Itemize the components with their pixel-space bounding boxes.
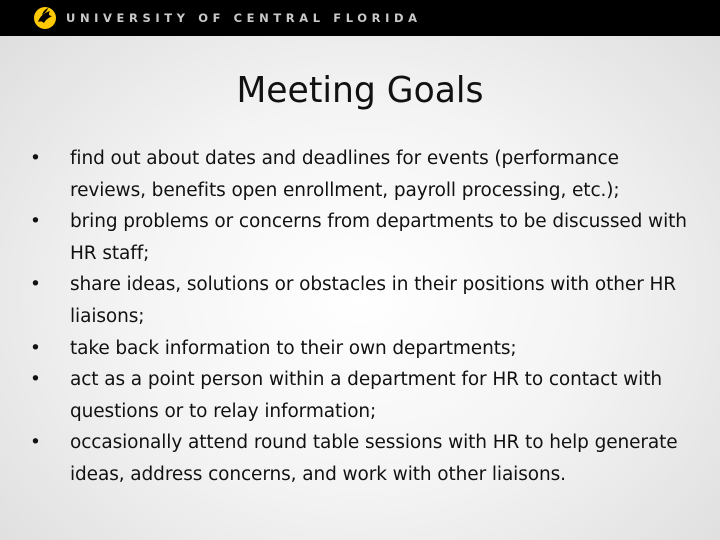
header-bar: [0, 0, 720, 36]
goal-item: • share ideas, solutions or obstacles in their positions with other HR liaisons;: [30, 269, 690, 332]
slide-title: Meeting Goals: [236, 70, 484, 111]
goal-item: • occasionally attend round table sessions with HR to help generate ideas, address concerns, and work with other liaisons.: [30, 427, 690, 490]
goal-list: [30, 143, 690, 491]
university-wordmark: UNIVERSITY OF CENTRAL FLORIDA: [66, 11, 422, 25]
goal-item: • take back information to their own departments;: [30, 333, 690, 365]
goal-item: • bring problems or concerns from departments to be discussed with HR staff;: [30, 206, 690, 269]
goal-item: • act as a point person within a department for HR to contact with questions or to relay information;: [30, 364, 690, 427]
pegasus-logo-icon: [33, 5, 57, 31]
goal-item: • find out about dates and deadlines for events (performance reviews, benefits open enrollment, payroll processing, etc.);: [30, 143, 690, 206]
